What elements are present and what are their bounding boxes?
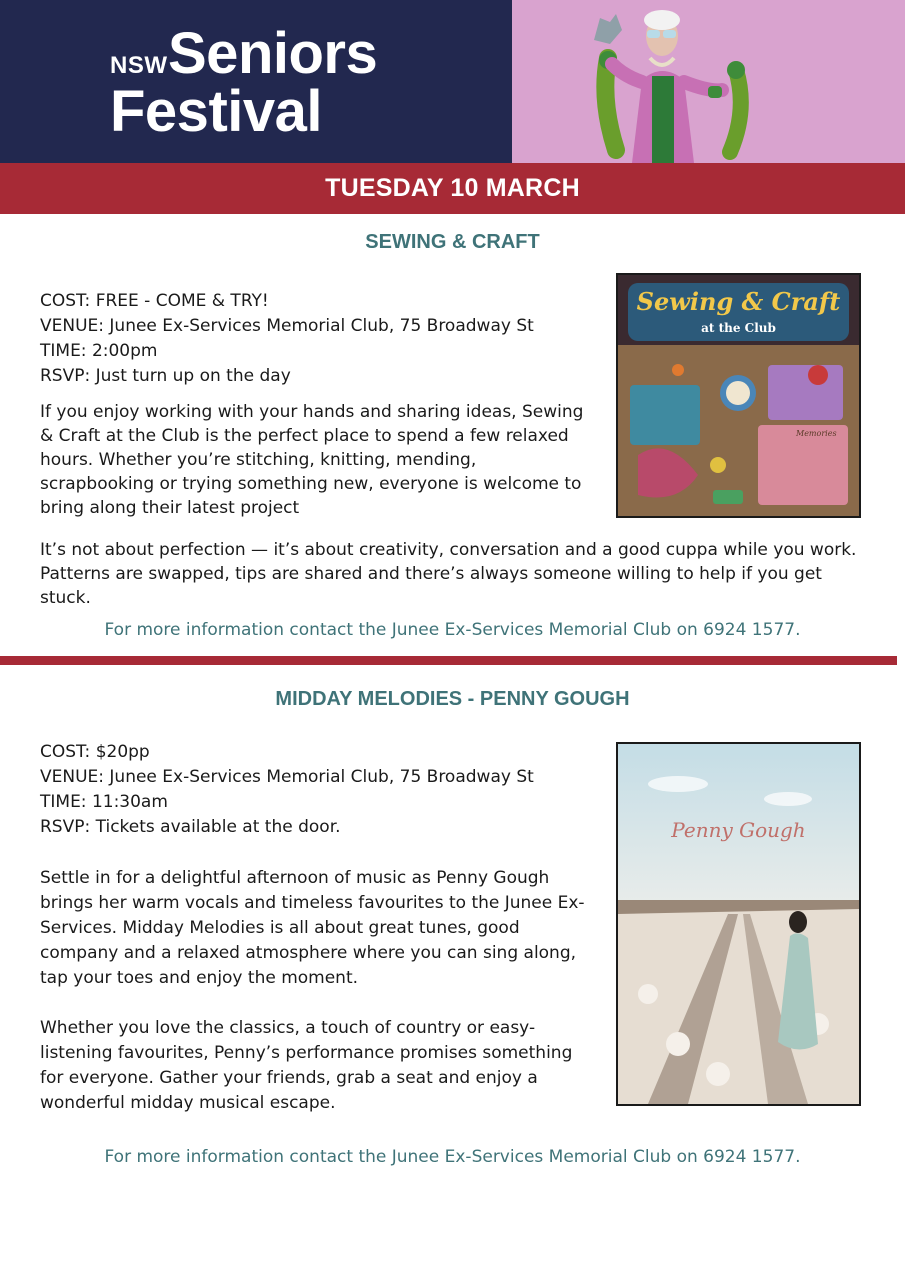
date-banner xyxy=(0,163,905,214)
senior-lady-photo xyxy=(512,0,905,163)
event-1-details xyxy=(40,289,534,389)
event-2-contact: For more information contact the Junee Ex-Services Memorial Club on 6924 1577. xyxy=(104,1147,801,1167)
event-2-title: MIDDAY MELODIES - PENNY GOUGH xyxy=(275,688,630,710)
event-1-time: TIME: 2:00pm xyxy=(40,341,158,361)
image-subtitle: at the Club xyxy=(701,321,776,335)
sewing-craft-image xyxy=(616,273,861,518)
penny-gough-photo xyxy=(618,744,859,1104)
event-2-time: TIME: 11:30am xyxy=(40,792,168,812)
page-header xyxy=(0,0,905,163)
event-date: TUESDAY 10 MARCH xyxy=(325,174,580,202)
header-photo xyxy=(512,0,905,163)
image-label: Memories xyxy=(796,429,837,438)
event-2-cost: COST: $20pp xyxy=(40,742,150,762)
event-1-description-2: It’s not about perfection — it’s about creativity, conversation and a good cuppa while you work. Patterns are swapped, tips are shared and there’s always someone willing to help if you get stuck. xyxy=(40,540,857,608)
image-caption: Penny Gough xyxy=(671,818,806,842)
event-2-details xyxy=(40,740,534,840)
event-2-rsvp: RSVP: Tickets available at the door. xyxy=(40,817,341,837)
event-1-venue: VENUE: Junee Ex-Services Memorial Club, 75 Broadway St xyxy=(40,316,534,336)
brand-line-1: Seniors xyxy=(168,21,378,86)
header-brand-panel xyxy=(0,0,512,163)
event-1-description-1: If you enjoy working with your hands and sharing ideas, Sewing & Craft at the Club is the perfect place to spend a few relaxed hours. Whether you’re stitching, knitting, mending, scrapbooking or trying something new, everyone is welcome to bring along their latest project xyxy=(40,402,584,518)
section-divider xyxy=(0,656,897,665)
event-2-description-2: Whether you love the classics, a touch of country or easy-listening favourites, Penny’s performance promises something for everyone. Gather your friends, grab a seat and enjoy a wonderful midday musical escape. xyxy=(40,1018,573,1113)
brand-line-2: Festival xyxy=(110,79,322,144)
event-2-venue: VENUE: Junee Ex-Services Memorial Club, 75 Broadway St xyxy=(40,767,534,787)
penny-gough-image xyxy=(616,742,861,1106)
brand-prefix: NSW xyxy=(110,52,168,79)
image-title: Sewing & Craft xyxy=(636,287,841,316)
event-1-contact: For more information contact the Junee Ex-Services Memorial Club on 6924 1577. xyxy=(104,620,801,640)
event-1-title: SEWING & CRAFT xyxy=(365,231,540,253)
event-1-cost: COST: FREE - COME & TRY! xyxy=(40,291,269,311)
event-1-rsvp: RSVP: Just turn up on the day xyxy=(40,366,291,386)
event-2-description-1: Settle in for a delightful afternoon of music as Penny Gough brings her warm vocals and timeless favourites to the Junee Ex-Services. Midday Melodies is all about great tunes, good company and a relaxed atmosphere where you can sing along, tap your toes and enjoy the moment. xyxy=(40,868,585,988)
